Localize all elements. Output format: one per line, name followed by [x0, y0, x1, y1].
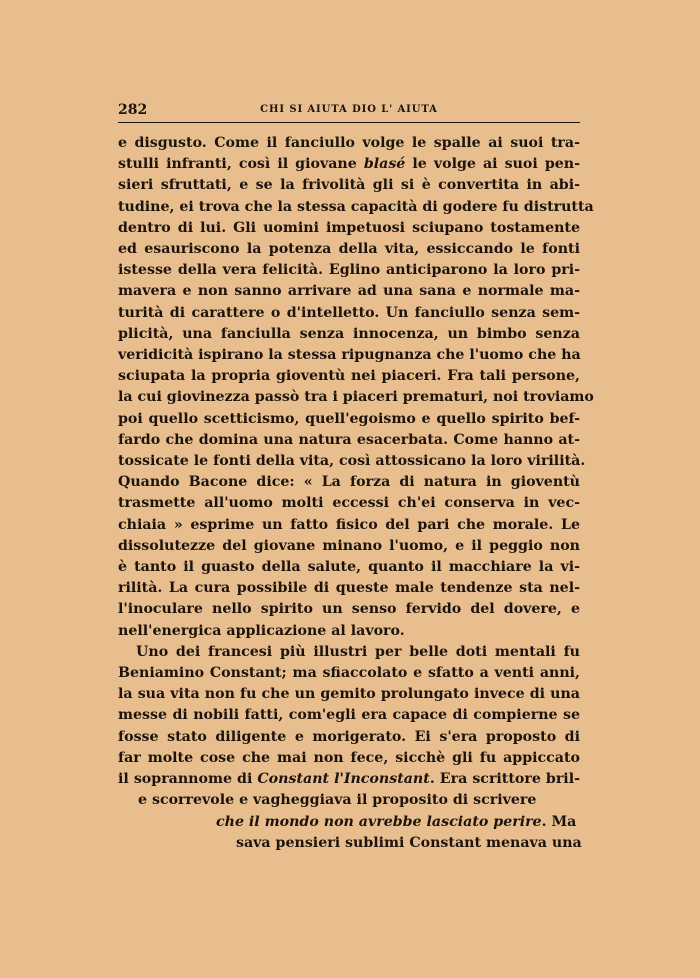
text-line: far molte cose che mai non fece, sicchè gli fu appiccato: [118, 749, 580, 766]
text-line: Uno dei francesi più illustri per belle doti mentali fu: [136, 643, 580, 660]
italic-name: Constant l'Inconstant: [257, 771, 430, 788]
text-line: poi quello scetticismo, quell'egoismo e quello spirito bef-: [118, 410, 580, 427]
text-line: trasmette all'uomo molti eccessi ch'ei conserva in vec-: [118, 495, 580, 512]
text-line: sieri sfruttati, e se la frivolità gli si è convertita in abi-: [118, 177, 580, 194]
text-line: dentro di lui. Gli uomini impetuosi sciupano tostamente: [118, 219, 580, 236]
text-line: il soprannome di Constant l'Inconstant. Era scrittore bril-: [118, 771, 580, 788]
text-line: fosse stato diligente e morigerato. Ei s'era proposto di: [118, 728, 580, 745]
text-line: Quando Bacone dice: « La forza di natura in gioventù: [118, 474, 580, 491]
body-text: [118, 133, 594, 854]
text-line: istesse della vera felicità. Eglino anticiparono la loro pri-: [118, 262, 580, 279]
text-line: ed esauriscono la potenza della vita, essiccando le fonti: [118, 241, 580, 258]
text-line: Beniamino Constant; ma sfiaccolato e sfatto a venti anni,: [118, 665, 580, 682]
italic-phrase: che il mondo non avrebbe lasciato perire: [216, 813, 542, 830]
text-line: turità di carattere o d'intelletto. Un fanciullo senza sem-: [118, 304, 580, 321]
text-line: la cui giovinezza passò tra i piaceri prematuri, noi troviamo: [118, 389, 594, 406]
text-line: e disgusto. Come il fanciullo volge le spalle ai suoi tra-: [118, 135, 580, 151]
text-line: tossicate le fonti della vita, così attossicano la loro virilità.: [118, 453, 586, 470]
text-line: rilità. La cura possibile di queste male tendenze sta nel-: [118, 580, 580, 597]
page-number: 282: [118, 102, 148, 118]
text-line: mavera e non sanno arrivare ad una sana e normale ma-: [118, 283, 580, 300]
text-line: la sua vita non fu che un gemito prolungato invece di una: [118, 686, 580, 703]
book-page: [118, 100, 594, 860]
text-line: chiaia » esprime un fatto fisico del pari che morale. Le: [118, 516, 580, 533]
text-line: tudine, ei trova che la stessa capacità di godere fu distrutta: [118, 198, 594, 215]
text-line: stulli infranti, così il giovane blasé le volge ai suoi pen-: [118, 156, 580, 173]
text-line: è tanto il guasto della salute, quanto il macchiare la vi-: [118, 559, 580, 576]
text-line: sciupata la propria gioventù nei piaceri. Fra tali persone,: [118, 368, 580, 385]
text-line: l'inoculare nello spirito un senso fervido del dovere, e: [118, 601, 580, 618]
text-line: veridicità ispirano la stessa ripugnanza che l'uomo che ha: [118, 347, 581, 364]
text-line: dissolutezze del giovane minano l'uomo, e il peggio non: [118, 537, 580, 554]
italic-word: blasé: [363, 156, 406, 173]
page-header: [118, 100, 580, 123]
text-line: nell'energica applicazione al lavoro.: [118, 622, 405, 639]
text-line: messe di nobili fatti, com'egli era capace di compierne se: [118, 707, 580, 724]
text-line: fardo che domina una natura esacerbata. Come hanno at-: [118, 431, 580, 448]
text-line: e scorrevole e vagheggiava il proposito di scrivere: [138, 792, 537, 809]
running-title: CHI SI AIUTA DIO L' AIUTA: [260, 104, 438, 115]
text-line: che il mondo non avrebbe lasciato perire. Ma: [216, 813, 577, 830]
text-line: sava pensieri sublimi Constant menava una: [236, 834, 582, 851]
text-line: plicità, una fanciulla senza innocenza, un bimbo senza: [118, 325, 580, 342]
